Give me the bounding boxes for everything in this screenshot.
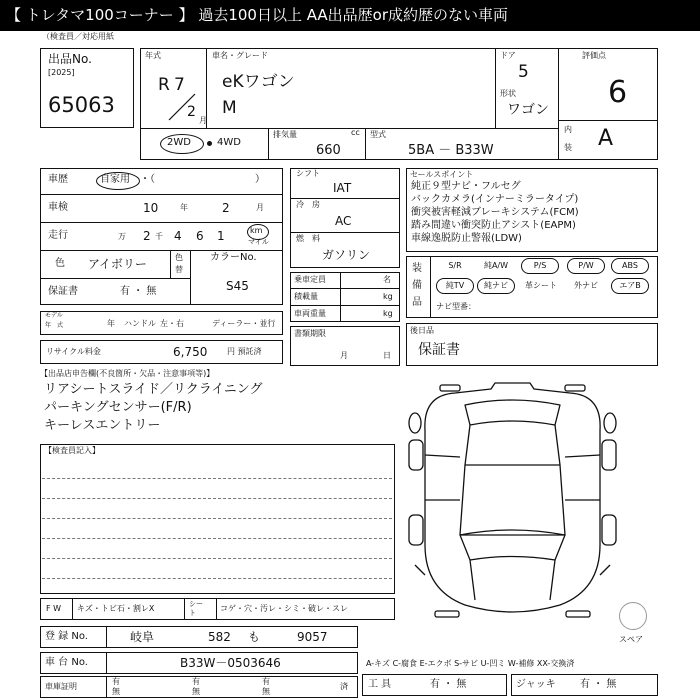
cert-cell-4: 無 [192,687,200,696]
lot-label: 出品No. [48,52,92,66]
cert-cell-6: 無 [262,687,270,696]
shift-value: IAT [333,181,352,195]
doc-date-label: 書類期限 [294,329,326,338]
mileage-d2: 4 [174,229,182,243]
sales-point-5: 車線逸脱防止警報(LDW) [411,233,522,244]
capacity-unit: 名 [383,275,391,284]
doors-label: ドア [500,51,516,60]
warranty-label: 保証書 [48,286,78,297]
cert-cell-5: 有 [262,677,270,686]
equip-label-1: 装 [412,263,422,274]
seller-note-2: パーキングセンサー(F/R) [44,400,192,415]
interior-value: A [598,126,614,151]
lot-number: 65063 [48,93,115,117]
mileage-d0: 2 [143,229,151,243]
shift-label: シフト [296,169,320,178]
load-label: 積載量 [294,292,318,301]
sales-points-label: セールスポイント [410,170,474,179]
inspection-year-unit: 年 [180,203,188,212]
inspector-notes-box [40,444,395,594]
drive-4wd: 4WD [217,137,241,148]
grade-name: M [222,98,237,118]
damage-legend: A-キズ C-腐食 E-エクボ S-サビ U-凹ミ W-補修 XX-交換済 [366,659,575,668]
seller-note-1: リアシートスライド／リクライニング [44,382,263,397]
seat-value: コゲ・穴・汚レ・シミ・破レ・スレ [220,604,348,613]
afterwards-label: 後日品 [410,326,434,335]
model-year-unit: 年 [107,319,115,328]
history-value: 自家用 [100,174,130,185]
equip-tv: 純TV [436,278,474,294]
model-year-label-1: モデル [45,312,63,319]
recycle-unit: 円 預託済 [227,347,262,356]
year-label: 年式 [145,51,161,60]
registration-label: 登 録 No. [45,631,88,642]
recycle-value: 6,750 [173,345,208,359]
mileage-man: 万 [118,232,126,241]
score-label: 評価点 [582,51,606,60]
tools-value: 有 ・ 無 [430,679,467,690]
inspection-month: 2 [222,201,230,215]
doors-value: 5 [518,62,529,82]
jack-label: ジャッキ [516,679,556,690]
sales-point-1: 純正９型ナビ・フルセグ [411,181,521,192]
history-close: ） [255,174,265,185]
shape-label: 形状 [500,89,516,98]
handle-label: ハンドル [124,319,156,328]
interior-label-2: 装 [564,143,572,152]
car-diagram [405,375,620,620]
seat-label-1: シー [189,600,203,608]
sales-point-3: 衝突被害軽減ブレーキシステム(FCM) [411,207,579,218]
score-value: 6 [608,75,628,110]
mileage-km: km [250,226,263,235]
year-month: 2 [187,104,196,120]
jack-value: 有 ・ 無 [580,679,617,690]
color-no-label: カラーNo. [210,252,257,263]
mileage-d4: 1 [217,229,225,243]
drive-2wd: 2WD [167,137,191,148]
seller-notes-label: 【出品店申告欄(不良箇所・欠品・注意事項等)】 [40,369,215,378]
cert-cell-2: 無 [112,687,120,696]
doc-date-day: 日 [383,351,391,360]
displacement-label: 排気量 [273,130,297,139]
inspection-label: 車検 [48,202,68,213]
interior-label-1: 内 [564,125,572,134]
cert-cell-3: 有 [192,677,200,686]
tools-label: 工 具 [368,679,392,690]
warranty-value: 有 ・ 無 [120,286,157,297]
equip-ps: P/S [521,258,559,274]
equip-sr: S/R [448,261,462,270]
load-unit: kg [383,292,393,301]
equip-airbag: エアB [611,278,649,294]
cert-mark: 済 [340,682,348,691]
displacement-value: 660 [316,143,341,158]
year-month-unit: 月 [199,116,207,125]
mileage-label: 走行 [48,230,68,241]
displacement-unit: cc [351,128,360,137]
color-change-2: 替 [175,265,183,274]
doc-date-month: 月 [340,351,348,360]
weight-unit: kg [383,309,393,318]
equip-pw: P/W [567,258,605,274]
equip-label-2: 備 [412,280,422,291]
spare-label: スペア [619,635,643,644]
spare-icon [619,602,647,630]
history-sep: ・（ [140,174,155,185]
chassis-label: 車 台 No. [45,657,88,668]
equip-ext-navi: 外ナビ [574,281,598,290]
ac-label: 冷 房 [296,200,320,209]
seller-note-3: キーレスエントリー [44,418,161,433]
model-code-label: 型式 [370,130,386,139]
registration-place: 岐阜 [130,630,155,644]
chassis-value: B33W－0503646 [180,656,281,670]
model-name: eKワゴン [222,72,295,92]
cert-label: 車庫証明 [45,682,77,691]
recycle-label: リサイクル料金 [46,347,101,356]
navi-model-label: ナビ型番： [436,302,476,311]
fw-label: F W [46,604,62,613]
sales-point-4: 踏み間違い衝突防止アシスト(EAPM) [411,220,576,231]
color-no-value: S45 [226,279,249,293]
color-label: 色 [55,258,65,269]
equip-alloy-wheel: 純A/W [483,261,509,270]
year-era: R [158,75,170,95]
shape-value: ワゴン [507,102,549,118]
mileage-mile: マイル [248,238,269,246]
seat-label-2: ト [189,609,196,617]
capacity-label: 乗車定員 [294,275,326,284]
weight-label: 車両重量 [294,309,326,318]
fw-value: キズ・トビ石・割レX [77,604,155,613]
top-note: （検査員／対応用紙 [42,32,114,41]
equip-navi: 純ナビ [477,278,515,294]
registration-number: 9057 [297,630,328,644]
mileage-d3: 6 [196,229,204,243]
registration-class: 582 [208,630,231,644]
ac-value: AC [335,214,352,228]
fuel-value: ガソリン [322,248,371,262]
color-value: アイボリー [88,257,147,271]
name-label: 車名・グレード [212,51,268,60]
banner-title: 【 トレタマ100コーナー 】 過去100日以上 AA出品歴or成約歴のない車両 [6,6,509,24]
inspection-year: 10 [143,201,159,215]
equip-label-3: 品 [412,297,422,308]
inspection-month-unit: 月 [256,203,264,212]
color-change-1: 色 [175,253,183,262]
cert-cell-1: 有 [112,677,120,686]
fuel-label: 燃 料 [296,234,320,243]
year-value: 7 [174,75,185,95]
afterwards-value: 保証書 [418,342,460,358]
equip-abs: ABS [611,258,649,274]
registration-kana: も [248,630,261,644]
inspector-notes-label: 【検査員記入】 [44,446,100,455]
model-code-value: 5BA － B33W [408,143,494,158]
mileage-d1: 千 [155,232,163,241]
history-label: 車歴 [48,174,68,185]
equip-leather: 革シート [525,281,557,290]
dealer-label: ディーラー・並行 [212,319,276,328]
handle-value: 左・右 [160,319,184,328]
model-year-label-2: 年 式 [45,322,64,329]
lot-year-tag: [2025] [48,68,75,77]
sales-point-2: バックカメラ(インナーミラータイプ) [411,194,579,205]
